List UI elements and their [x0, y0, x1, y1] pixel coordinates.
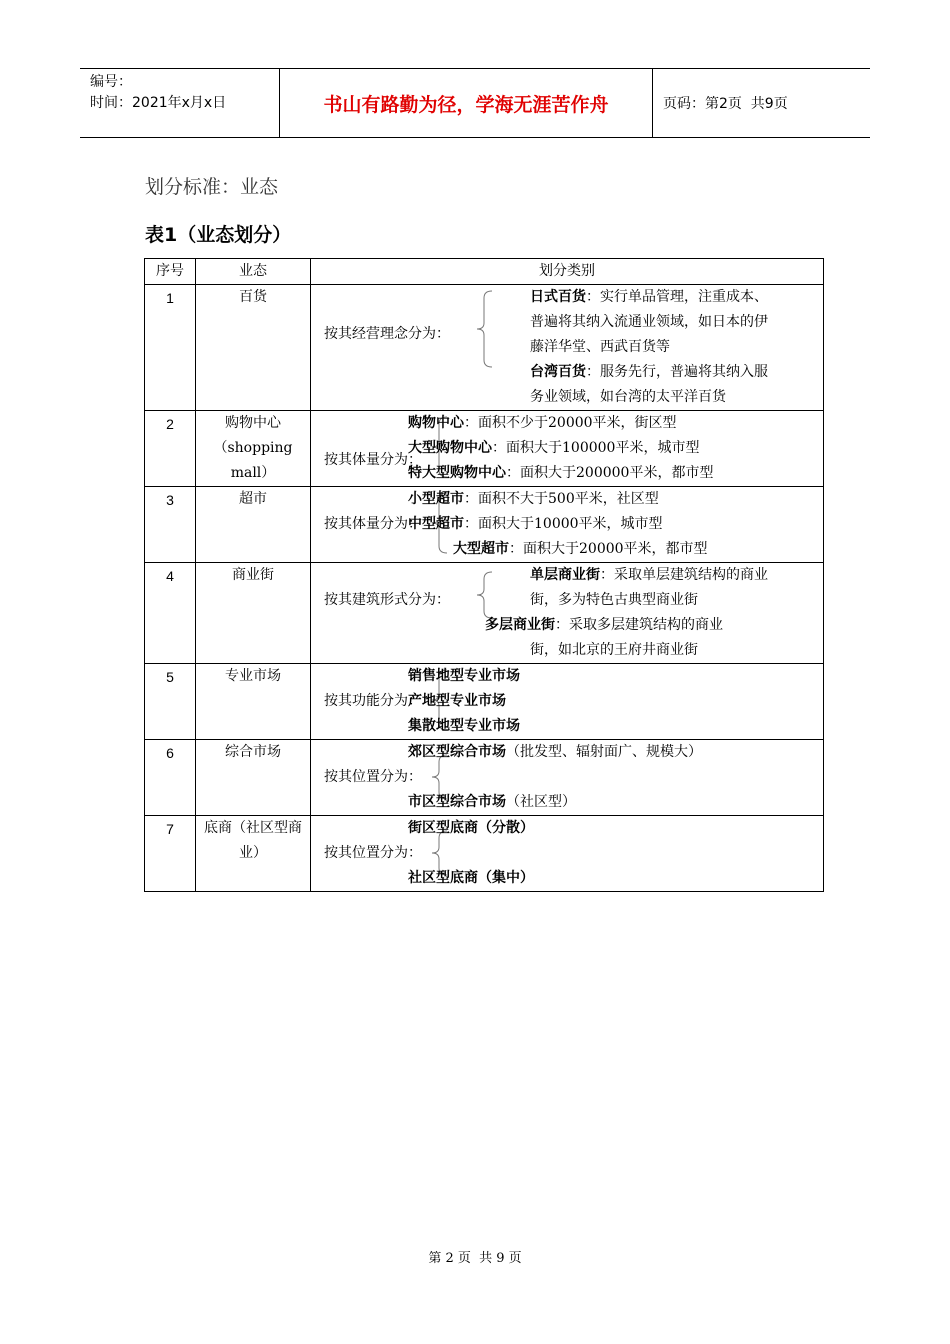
category-line-term: 大型超市 [453, 541, 509, 557]
row-format [196, 411, 311, 487]
category-line-term: 市区型综合市场 [408, 794, 506, 810]
header-page-info [653, 69, 870, 137]
classification-standard: 划分标准：业态 [145, 176, 279, 198]
table-row [145, 563, 824, 664]
category-line [408, 487, 659, 512]
category-line-desc: ：采取多层建筑结构的商业 [555, 617, 723, 633]
category-line [453, 537, 708, 562]
category-line-desc: ：实行单品管理，注重成本、 [586, 289, 768, 305]
category-line-desc: 街，多为特色古典型商业街 [530, 592, 698, 608]
row-index [145, 664, 196, 740]
category-line-term: 社区型底商（集中） [408, 870, 534, 886]
category-line-term: 日式百货 [530, 289, 586, 305]
category-line-term: 多层商业街 [485, 617, 555, 633]
row-format-text: 商业街 [232, 567, 274, 583]
row-index-text: 6 [166, 745, 174, 761]
category-line-desc: 普遍将其纳入流通业领域，如日本的伊 [530, 314, 768, 330]
category-lead: 按其体量分为： [324, 452, 422, 468]
category-line [485, 613, 723, 638]
category-line [530, 563, 768, 588]
category-lead: 按其功能分为： [324, 693, 422, 709]
category-lead: 按其位置分为： [324, 769, 422, 785]
category-line-desc: 藤洋华堂、西武百货等 [530, 339, 670, 355]
category-lead: 按其建筑形式分为： [324, 592, 450, 608]
category-line-term: 产地型专业市场 [408, 693, 506, 709]
category-line [530, 385, 726, 410]
category-line [408, 714, 520, 739]
row-index-text: 2 [166, 416, 174, 432]
category-line [408, 689, 506, 714]
row-index-text: 4 [166, 568, 174, 584]
row-format-text: 超市 [239, 491, 267, 507]
row-index-text: 3 [166, 492, 174, 508]
category-lead: 按其体量分为： [324, 516, 422, 532]
category-line [408, 436, 699, 461]
row-format [196, 563, 311, 664]
row-index [145, 411, 196, 487]
row-format [196, 664, 311, 740]
category-line-desc: （批发型、辐射面广、规模大） [506, 744, 702, 760]
category-line-desc: ：面积不少于20000平米，街区型 [464, 415, 677, 431]
category-line [530, 360, 768, 385]
row-index-text: 1 [166, 290, 174, 306]
row-index [145, 487, 196, 563]
category-line-term: 销售地型专业市场 [408, 668, 520, 684]
header-index: 序号 [145, 259, 196, 285]
brace-icon [474, 290, 494, 368]
category-line-term: 单层商业街 [530, 567, 600, 583]
category-line [408, 411, 677, 436]
category-line-desc: ：面积不大于500平米，社区型 [464, 491, 659, 507]
category-line-term: 郊区型综合市场 [408, 744, 506, 760]
row-format [196, 487, 311, 563]
header-type: 业态 [196, 259, 311, 285]
row-index [145, 563, 196, 664]
table-title: 表1（业态划分） [145, 224, 292, 246]
category-line-term: 街区型底商（分散） [408, 820, 534, 836]
category-line-term: 集散地型专业市场 [408, 718, 520, 734]
row-category [311, 563, 824, 664]
row-format-text: 购物中心（shopping mall） [213, 415, 293, 481]
row-format-text: 综合市场 [225, 744, 281, 760]
category-line-desc: 街，如北京的王府井商业街 [530, 642, 698, 658]
table-row [145, 664, 824, 740]
row-index [145, 740, 196, 816]
row-format [196, 816, 311, 892]
category-line-desc: ：面积大于100000平米，城市型 [492, 440, 700, 456]
page-info-text: 页码：第2页 共9页 [663, 96, 788, 112]
category-line [530, 310, 768, 335]
table-header-row [145, 259, 824, 285]
table-row [145, 740, 824, 816]
row-format-text: 底商（社区型商业） [204, 820, 302, 861]
category-line [408, 512, 663, 537]
row-category [311, 285, 824, 411]
category-lead: 按其位置分为： [324, 845, 422, 861]
category-line-term: 小型超市 [408, 491, 464, 507]
table-row [145, 285, 824, 411]
header-motto: 书山有路勤为径，学海无涯苦作舟 [280, 69, 653, 137]
header-category: 划分类别 [311, 259, 824, 285]
row-format-text: 专业市场 [225, 668, 281, 684]
row-format-text: 百货 [239, 289, 267, 305]
time-label: 时间：2021年x月x日 [90, 95, 227, 111]
number-label: 编号： [90, 74, 132, 90]
category-line-term: 购物中心 [408, 415, 464, 431]
format-classification-table [144, 258, 824, 892]
row-index [145, 816, 196, 892]
category-line-term: 中型超市 [408, 516, 464, 532]
page-header [80, 68, 870, 138]
category-line-desc: ：面积大于200000平米，都市型 [506, 465, 714, 481]
table-row [145, 487, 824, 563]
category-line [408, 740, 702, 765]
category-line-desc: ：面积大于20000平米，都市型 [509, 541, 708, 557]
row-format [196, 285, 311, 411]
category-line [408, 790, 576, 815]
brace-icon [474, 571, 494, 619]
category-line [408, 664, 520, 689]
row-index [145, 285, 196, 411]
category-line [530, 638, 698, 663]
category-line-term: 台湾百货 [530, 364, 586, 380]
category-lead: 按其经营理念分为： [324, 326, 450, 342]
row-category [311, 664, 824, 740]
category-line [408, 461, 713, 486]
category-line [530, 285, 768, 310]
category-line-desc: ：服务先行，普遍将其纳入服 [586, 364, 768, 380]
category-line-term: 特大型购物中心 [408, 465, 506, 481]
row-category [311, 740, 824, 816]
header-meta [80, 69, 280, 137]
category-line-desc: 务业领域，如台湾的太平洋百货 [530, 389, 726, 405]
category-line-term: 大型购物中心 [408, 440, 492, 456]
page-footer [0, 1247, 950, 1266]
category-line [530, 335, 670, 360]
row-format [196, 740, 311, 816]
category-line-desc: （社区型） [506, 794, 576, 810]
table-row [145, 816, 824, 892]
row-index-text: 5 [166, 669, 174, 685]
category-line [530, 588, 698, 613]
table-row [145, 411, 824, 487]
category-line-desc: ：面积大于10000平米，城市型 [464, 516, 663, 532]
row-category [311, 487, 824, 563]
row-category [311, 411, 824, 487]
row-category [311, 816, 824, 892]
footer-text: 第 2 页 共 9 页 [428, 1251, 522, 1266]
category-line [408, 866, 534, 891]
row-index-text: 7 [166, 821, 174, 837]
category-line-desc: ：采取单层建筑结构的商业 [600, 567, 768, 583]
category-line [408, 816, 534, 841]
